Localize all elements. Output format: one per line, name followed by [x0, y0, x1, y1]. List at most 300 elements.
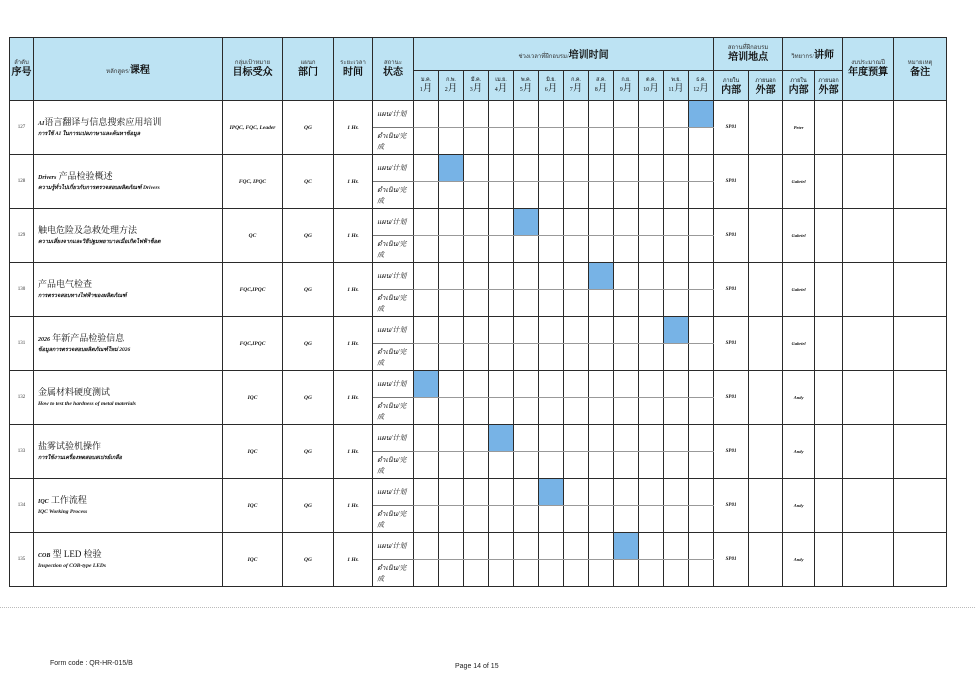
month-cell [664, 101, 689, 128]
month-done-cell [539, 236, 564, 263]
scheduled-month-cell [589, 263, 614, 290]
duration: 1 Hr. [334, 101, 373, 155]
course-cell [34, 101, 223, 155]
status-done: ดำเนิน/完成 [373, 560, 414, 587]
month-done-cell [664, 398, 689, 425]
month-cell [489, 209, 514, 236]
row-number: 127 [10, 101, 34, 155]
budget-cell [843, 263, 894, 317]
month-cell [689, 533, 714, 560]
month-cell [489, 101, 514, 128]
remark-cell [894, 533, 947, 587]
month-cell [539, 101, 564, 128]
month-header-cn [539, 84, 563, 97]
month-cell [489, 479, 514, 506]
month-cell [614, 155, 639, 182]
month-done-cell [664, 560, 689, 587]
row-number: 130 [10, 263, 34, 317]
month-done-cell [614, 344, 639, 371]
course-header [34, 38, 223, 101]
month-done-cell [689, 506, 714, 533]
month-cell [464, 533, 489, 560]
month-done-cell [589, 344, 614, 371]
month-done-cell [514, 506, 539, 533]
month-done-cell [589, 506, 614, 533]
month-cell [414, 317, 439, 344]
month-header-cn [664, 84, 688, 97]
lecturer-external [815, 479, 843, 533]
month-char: 月 [472, 83, 483, 94]
table-body [10, 101, 947, 587]
month-char: 月 [547, 83, 558, 94]
month-done-cell [514, 236, 539, 263]
month-number: 1 [419, 86, 423, 93]
schedule-header [414, 38, 714, 71]
table-row-plan [10, 101, 947, 128]
month-cell [514, 479, 539, 506]
course-prefix: 2026 [38, 337, 50, 343]
month-char: 月 [674, 83, 684, 94]
month-cell [539, 263, 564, 290]
month-header-cn [639, 84, 663, 97]
month-cell [589, 479, 614, 506]
budget-cell [843, 479, 894, 533]
form-code: Form code : QR-HR-015/B [50, 660, 133, 667]
month-cell [564, 371, 589, 398]
course-name-cn-text: 产品电气检查 [38, 279, 93, 289]
budget-cell [843, 209, 894, 263]
lecturer-internal: Andy [783, 533, 815, 587]
lecturer-external [815, 101, 843, 155]
month-header-th: เม.ย. [495, 76, 507, 83]
month-header-th: ก.ค. [571, 76, 581, 83]
month-done-cell [439, 398, 464, 425]
page-number: Page 14 of 15 [455, 663, 499, 670]
month-header-th: ม.ค. [420, 76, 432, 83]
month-cell [464, 425, 489, 452]
month-header-9 [614, 71, 639, 101]
scheduled-month-cell [539, 479, 564, 506]
month-header-cn [689, 84, 713, 97]
month-cell [439, 101, 464, 128]
department: QG [283, 101, 334, 155]
month-cell [589, 533, 614, 560]
course-name-cn [38, 386, 222, 400]
month-done-cell [589, 560, 614, 587]
month-cell [689, 371, 714, 398]
month-done-cell [414, 506, 439, 533]
target-audience: FQC, IPQC [223, 155, 283, 209]
month-cell [589, 155, 614, 182]
month-done-cell [589, 398, 614, 425]
scheduled-month-cell [664, 317, 689, 344]
month-done-cell [414, 452, 439, 479]
lec-out-header-cn: 外部 [818, 84, 839, 96]
lecturer-external [815, 533, 843, 587]
month-cell [664, 479, 689, 506]
schedule-header-th: ช่วงเวลาที่ฝึกอบรม/ [518, 54, 569, 60]
month-header-th: ธ.ค. [696, 76, 706, 83]
month-done-cell [514, 344, 539, 371]
month-cell [664, 263, 689, 290]
lecturer-internal: Gabriel [783, 317, 815, 371]
location-internal: SP01 [714, 479, 749, 533]
loc-out-header-cn: 外部 [755, 84, 776, 96]
month-done-cell [564, 506, 589, 533]
status-plan: แผน/计划 [373, 425, 414, 452]
duration: 1 Hr. [334, 209, 373, 263]
remark-cell [894, 317, 947, 371]
target-header-cn: 目标受众 [232, 66, 273, 78]
month-cell [639, 101, 664, 128]
month-done-cell [614, 560, 639, 587]
month-done-cell [689, 290, 714, 317]
lecturer-header [783, 38, 843, 71]
month-cell [489, 155, 514, 182]
lecturer-internal: Gabriel [783, 263, 815, 317]
month-done-cell [439, 560, 464, 587]
status-plan: แผน/计划 [373, 209, 414, 236]
month-done-cell [489, 236, 514, 263]
month-done-cell [464, 128, 489, 155]
month-cell [414, 263, 439, 290]
scheduled-month-cell [689, 101, 714, 128]
training-plan-sheet [9, 37, 947, 587]
target-audience: FQC,IPQC [223, 263, 283, 317]
seq-header [10, 38, 34, 101]
month-cell [539, 425, 564, 452]
month-done-cell [589, 128, 614, 155]
status-done: ดำเนิน/完成 [373, 506, 414, 533]
remark-header-cn: 备注 [910, 66, 931, 78]
month-header-5 [514, 71, 539, 101]
month-char: 月 [649, 83, 659, 94]
table-row-plan [10, 317, 947, 344]
course-header-th: หลักสูตร/ [106, 69, 130, 75]
department: QG [283, 479, 334, 533]
lecturer-internal: Gabriel [783, 209, 815, 263]
month-header-cn [614, 84, 638, 97]
course-cell [34, 155, 223, 209]
month-cell [489, 371, 514, 398]
target-header-th: กลุ่มเป้าหมาย [234, 59, 271, 66]
budget-cell [843, 101, 894, 155]
month-done-cell [539, 506, 564, 533]
month-done-cell [464, 344, 489, 371]
month-cell [614, 425, 639, 452]
month-done-cell [539, 452, 564, 479]
dept-header [283, 38, 334, 101]
loc-out-header-th: ภายนอก [755, 77, 776, 84]
month-done-cell [564, 128, 589, 155]
remark-cell [894, 425, 947, 479]
location-external [749, 317, 783, 371]
month-done-cell [489, 128, 514, 155]
duration: 1 Hr. [334, 263, 373, 317]
loc-in-header-cn: 内部 [721, 84, 742, 96]
lecturer-external [815, 371, 843, 425]
month-done-cell [414, 344, 439, 371]
month-done-cell [589, 236, 614, 263]
month-cell [664, 371, 689, 398]
remark-cell [894, 263, 947, 317]
month-done-cell [689, 344, 714, 371]
month-done-cell [589, 452, 614, 479]
department: QG [283, 425, 334, 479]
remark-header [894, 38, 947, 101]
table-header [10, 38, 947, 101]
month-cell [564, 101, 589, 128]
scheduled-month-cell [414, 371, 439, 398]
time-header-cn: 时间 [343, 66, 363, 78]
location-external [749, 371, 783, 425]
month-cell [464, 101, 489, 128]
month-cell [564, 209, 589, 236]
month-cell [439, 371, 464, 398]
month-cell [589, 371, 614, 398]
month-cell [414, 101, 439, 128]
month-done-cell [439, 290, 464, 317]
month-done-cell [514, 398, 539, 425]
lecturer-internal: Andy [783, 425, 815, 479]
month-cell [689, 209, 714, 236]
course-name-cn-text: 工作流程 [48, 495, 87, 505]
location-external [749, 155, 783, 209]
month-cell [589, 209, 614, 236]
lecturer-external [815, 155, 843, 209]
month-done-cell [689, 560, 714, 587]
month-cell [439, 263, 464, 290]
month-cell [639, 533, 664, 560]
schedule-header-cn: 培训时间 [568, 50, 609, 61]
location-external [749, 533, 783, 587]
month-done-cell [614, 290, 639, 317]
month-done-cell [589, 290, 614, 317]
dept-header-th: แผนก [300, 59, 316, 66]
course-name-th: การใช้งานเครื่องทดสอบสเปรย์เกลือ [38, 455, 122, 461]
month-number: 6 [544, 86, 548, 93]
month-done-cell [639, 560, 664, 587]
month-cell [439, 425, 464, 452]
month-done-cell [564, 290, 589, 317]
location-internal: SP01 [714, 425, 749, 479]
location-internal: SP01 [714, 155, 749, 209]
month-cell [439, 209, 464, 236]
month-number: 2 [444, 86, 448, 93]
location-internal: SP01 [714, 371, 749, 425]
month-done-cell [664, 182, 689, 209]
course-name-cn [38, 116, 222, 130]
lecturer-internal: Andy [783, 479, 815, 533]
month-done-cell [639, 506, 664, 533]
month-cell [439, 317, 464, 344]
month-cell [689, 263, 714, 290]
training-plan-table [9, 37, 947, 587]
scheduled-month-cell [439, 155, 464, 182]
month-cell [414, 425, 439, 452]
month-cell [639, 371, 664, 398]
lec-in-header [783, 71, 815, 101]
month-header-th: ก.พ. [446, 76, 456, 83]
course-cell [34, 533, 223, 587]
course-name-th: Inspection of COB-type LEDs [38, 563, 106, 569]
month-cell [589, 317, 614, 344]
month-done-cell [514, 452, 539, 479]
month-header-cn [439, 84, 463, 97]
month-cell [489, 317, 514, 344]
table-row-plan [10, 533, 947, 560]
status-header-th: สถานะ [384, 59, 402, 66]
month-number: 7 [569, 86, 573, 93]
month-done-cell [439, 128, 464, 155]
status-plan: แผน/计划 [373, 263, 414, 290]
month-done-cell [514, 128, 539, 155]
table-row-plan [10, 209, 947, 236]
month-done-cell [414, 290, 439, 317]
lec-in-header-cn: 内部 [788, 84, 809, 96]
month-done-cell [514, 182, 539, 209]
time-header-th: ระยะเวลา [340, 59, 366, 66]
course-name-cn [38, 494, 222, 508]
month-header-4 [489, 71, 514, 101]
month-cell [489, 263, 514, 290]
duration: 1 Hr. [334, 533, 373, 587]
course-name-th: How to test the hardness of metal materials [38, 401, 136, 407]
location-external [749, 209, 783, 263]
month-cell [614, 101, 639, 128]
month-number: 5 [519, 86, 523, 93]
month-done-cell [664, 128, 689, 155]
lec-out-header [815, 71, 843, 101]
month-cell [514, 317, 539, 344]
month-cell [514, 101, 539, 128]
month-done-cell [639, 182, 664, 209]
duration: 1 Hr. [334, 155, 373, 209]
month-done-cell [539, 128, 564, 155]
course-header-cn: 课程 [129, 65, 150, 76]
target-header [223, 38, 283, 101]
month-done-cell [614, 182, 639, 209]
course-cell [34, 263, 223, 317]
month-done-cell [414, 128, 439, 155]
month-done-cell [539, 560, 564, 587]
month-header-cn [589, 84, 613, 97]
course-name-cn [38, 278, 222, 292]
course-name-cn [38, 224, 222, 238]
month-done-cell [439, 506, 464, 533]
month-header-10 [639, 71, 664, 101]
month-header-2 [439, 71, 464, 101]
month-header-th: ต.ค. [645, 76, 656, 83]
lecturer-header-th: วิทยากร/ [791, 54, 814, 60]
month-cell [689, 479, 714, 506]
month-number: 8 [594, 86, 598, 93]
lecturer-external [815, 425, 843, 479]
month-cell [464, 479, 489, 506]
status-header-cn: 状态 [383, 66, 403, 78]
month-cell [514, 155, 539, 182]
budget-header [843, 38, 894, 101]
target-audience: QC [223, 209, 283, 263]
status-plan: แผน/计划 [373, 101, 414, 128]
month-cell [414, 533, 439, 560]
month-cell [564, 155, 589, 182]
month-cell [689, 317, 714, 344]
row-number: 128 [10, 155, 34, 209]
lecturer-header-cn: 讲师 [813, 50, 834, 61]
month-done-cell [414, 560, 439, 587]
month-done-cell [564, 452, 589, 479]
course-name-cn-text: 金属材料硬度测试 [38, 387, 111, 397]
month-cell [614, 479, 639, 506]
lec-in-header-th: ภายใน [790, 77, 807, 84]
row-number: 134 [10, 479, 34, 533]
loc-in-header-th: ภายใน [722, 77, 740, 84]
row-number: 129 [10, 209, 34, 263]
month-cell [464, 209, 489, 236]
month-cell [664, 425, 689, 452]
month-done-cell [489, 506, 514, 533]
month-cell [564, 425, 589, 452]
month-cell [564, 479, 589, 506]
course-name-cn-text: 盐雾试验机操作 [38, 441, 102, 451]
location-header-cn: 培训地点 [728, 51, 769, 63]
course-name-cn-text: 年新产品检验信息 [50, 333, 125, 343]
month-cell [564, 533, 589, 560]
lecturer-internal: Gabriel [783, 155, 815, 209]
month-header-th: พ.ย. [671, 76, 681, 83]
month-number: 10 [643, 86, 650, 93]
month-cell [664, 209, 689, 236]
month-done-cell [489, 452, 514, 479]
month-cell [589, 425, 614, 452]
target-audience: FQC,IPQC [223, 317, 283, 371]
seq-header-cn: 序号 [11, 66, 32, 78]
status-done: ดำเนิน/完成 [373, 128, 414, 155]
lecturer-internal: Andy [783, 371, 815, 425]
course-prefix: IQC [38, 499, 49, 505]
month-done-cell [414, 182, 439, 209]
loc-in-header [714, 71, 749, 101]
status-plan: แผน/计划 [373, 317, 414, 344]
month-header-th: พ.ค. [520, 76, 532, 83]
month-header-11 [664, 71, 689, 101]
month-done-cell [614, 236, 639, 263]
course-name-th: การตรวจสอบทางไฟฟ้าของผลิตภัณฑ์ [38, 293, 127, 299]
month-cell [414, 209, 439, 236]
location-internal: SP01 [714, 209, 749, 263]
month-done-cell [439, 344, 464, 371]
month-cell [664, 155, 689, 182]
month-cell [539, 317, 564, 344]
month-done-cell [589, 182, 614, 209]
month-header-1 [414, 71, 439, 101]
month-done-cell [614, 128, 639, 155]
target-audience: IPQC, FQC, Leader [223, 101, 283, 155]
month-cell [639, 209, 664, 236]
scheduled-month-cell [614, 533, 639, 560]
month-done-cell [489, 560, 514, 587]
location-header-th: สถานที่ฝึกอบรม [727, 44, 769, 51]
time-header [334, 38, 373, 101]
month-done-cell [664, 290, 689, 317]
location-internal: SP01 [714, 317, 749, 371]
month-done-cell [614, 506, 639, 533]
remark-cell [894, 155, 947, 209]
month-done-cell [639, 290, 664, 317]
month-cell [664, 533, 689, 560]
month-cell [539, 533, 564, 560]
